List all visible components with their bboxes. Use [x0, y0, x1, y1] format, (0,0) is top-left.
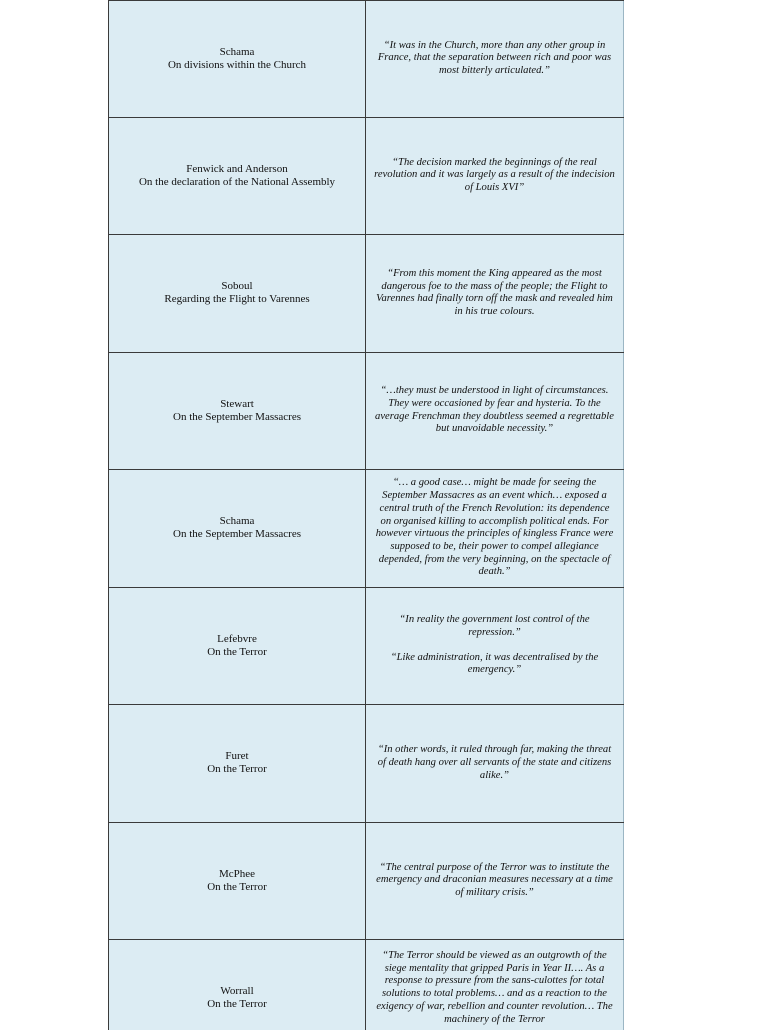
- table-row: [108, 940, 624, 1030]
- quote-text: “The central purpose of the Terror was to institute the emergency and draconian measures necessary at a time of military crisis.”: [376, 861, 613, 899]
- table-row: [108, 353, 624, 471]
- quote-cell: [366, 705, 624, 822]
- historian-name: McPhee: [218, 867, 256, 880]
- historian-topic: On the Terror: [207, 880, 267, 893]
- quote-text: “In reality the government lost control of the repression.”: [399, 614, 590, 639]
- historian-cell: [108, 353, 366, 470]
- historians-quotes-table: [108, 0, 624, 1030]
- quote-cell: [366, 235, 624, 352]
- quote-text: “The decision marked the beginnings of the real revolution and it was largely as a result of the indecision of Louis XVI”: [374, 156, 615, 194]
- historian-name: Soboul: [221, 280, 253, 293]
- historian-topic: On the declaration of the National Assembly: [138, 175, 336, 188]
- historian-name: Worrall: [220, 985, 254, 997]
- historian-topic: On the September Massacres: [173, 528, 301, 541]
- table-row: [108, 705, 624, 823]
- historian-topic: On the Terror: [207, 645, 267, 658]
- historian-topic: On the Terror: [207, 763, 267, 776]
- historian-name: Schama: [219, 515, 255, 528]
- quote-cell: [366, 940, 624, 1030]
- quote-cell: [366, 588, 624, 705]
- historian-name: Lefebvre: [217, 632, 257, 645]
- quote-cell: [366, 1, 624, 117]
- historian-name: Schama: [219, 45, 255, 58]
- quote-text: “In other words, it ruled through far, making the threat of death hang over all servants of the state and citizens alike.”: [377, 744, 612, 781]
- table-row: [108, 118, 624, 236]
- quote-cell: [366, 823, 624, 940]
- historian-topic: Regarding the Flight to Varennes: [164, 293, 310, 306]
- quote-cell: [366, 470, 624, 587]
- quote-cell: [366, 118, 624, 235]
- quote-text: “… a good case… might be made for seeing the September Massacres as an event which… exposed a central truth of the French Revolution: its dependence on organised killing to accomplish political ends. For however virtuous the principles of kingless France were supposed to be, their power to compel allegiance depended, from the very beginning, on the spectacle of death.”: [375, 477, 614, 578]
- historian-cell: [108, 470, 366, 587]
- historian-cell: [108, 235, 366, 352]
- historian-cell: [108, 588, 366, 705]
- historian-cell: [108, 705, 366, 822]
- historian-topic: On the Terror: [207, 998, 267, 1010]
- historian-topic: On the September Massacres: [173, 410, 301, 423]
- quote-cell: [366, 353, 624, 470]
- historian-cell: [108, 1, 366, 117]
- quote-text: “From this moment the King appeared as the most dangerous foe to the mass of the people; the Flight to Varennes had finally torn off the mask and revealed him in his true colours.: [376, 267, 613, 317]
- table-row: [108, 588, 624, 706]
- table-row: [108, 0, 624, 118]
- historian-name: Stewart: [220, 397, 254, 410]
- table-row: [108, 470, 624, 588]
- table-row: [108, 823, 624, 941]
- historian-cell: [108, 940, 366, 1030]
- quote-text: “It was in the Church, more than any other group in France, that the separation between rich and poor was most bitterly articulated.”: [377, 39, 612, 77]
- table-row: [108, 235, 624, 353]
- historian-name: Furet: [225, 750, 249, 763]
- historian-cell: [108, 118, 366, 235]
- historian-cell: [108, 823, 366, 940]
- historian-topic: On divisions within the Church: [167, 58, 307, 71]
- quote-text: “The Terror should be viewed as an outgrowth of the siege mentality that gripped Paris in Year II…. As a response to pressure from the sans-culottes for total solutions to total problems… and as a reaction to the exigency of war, rebellion and counter revolution… The machinery of the Terror: [376, 950, 613, 1025]
- quote-text: “…they must be understood in light of circumstances. They were occasioned by fear and hysteria. To the average Frenchman they doubtless seemed a regrettable but unavoidable necessity.”: [375, 385, 614, 435]
- historian-name: Fenwick and Anderson: [186, 162, 288, 175]
- quote-text: “Like administration, it was decentralised by the emergency.”: [390, 651, 599, 676]
